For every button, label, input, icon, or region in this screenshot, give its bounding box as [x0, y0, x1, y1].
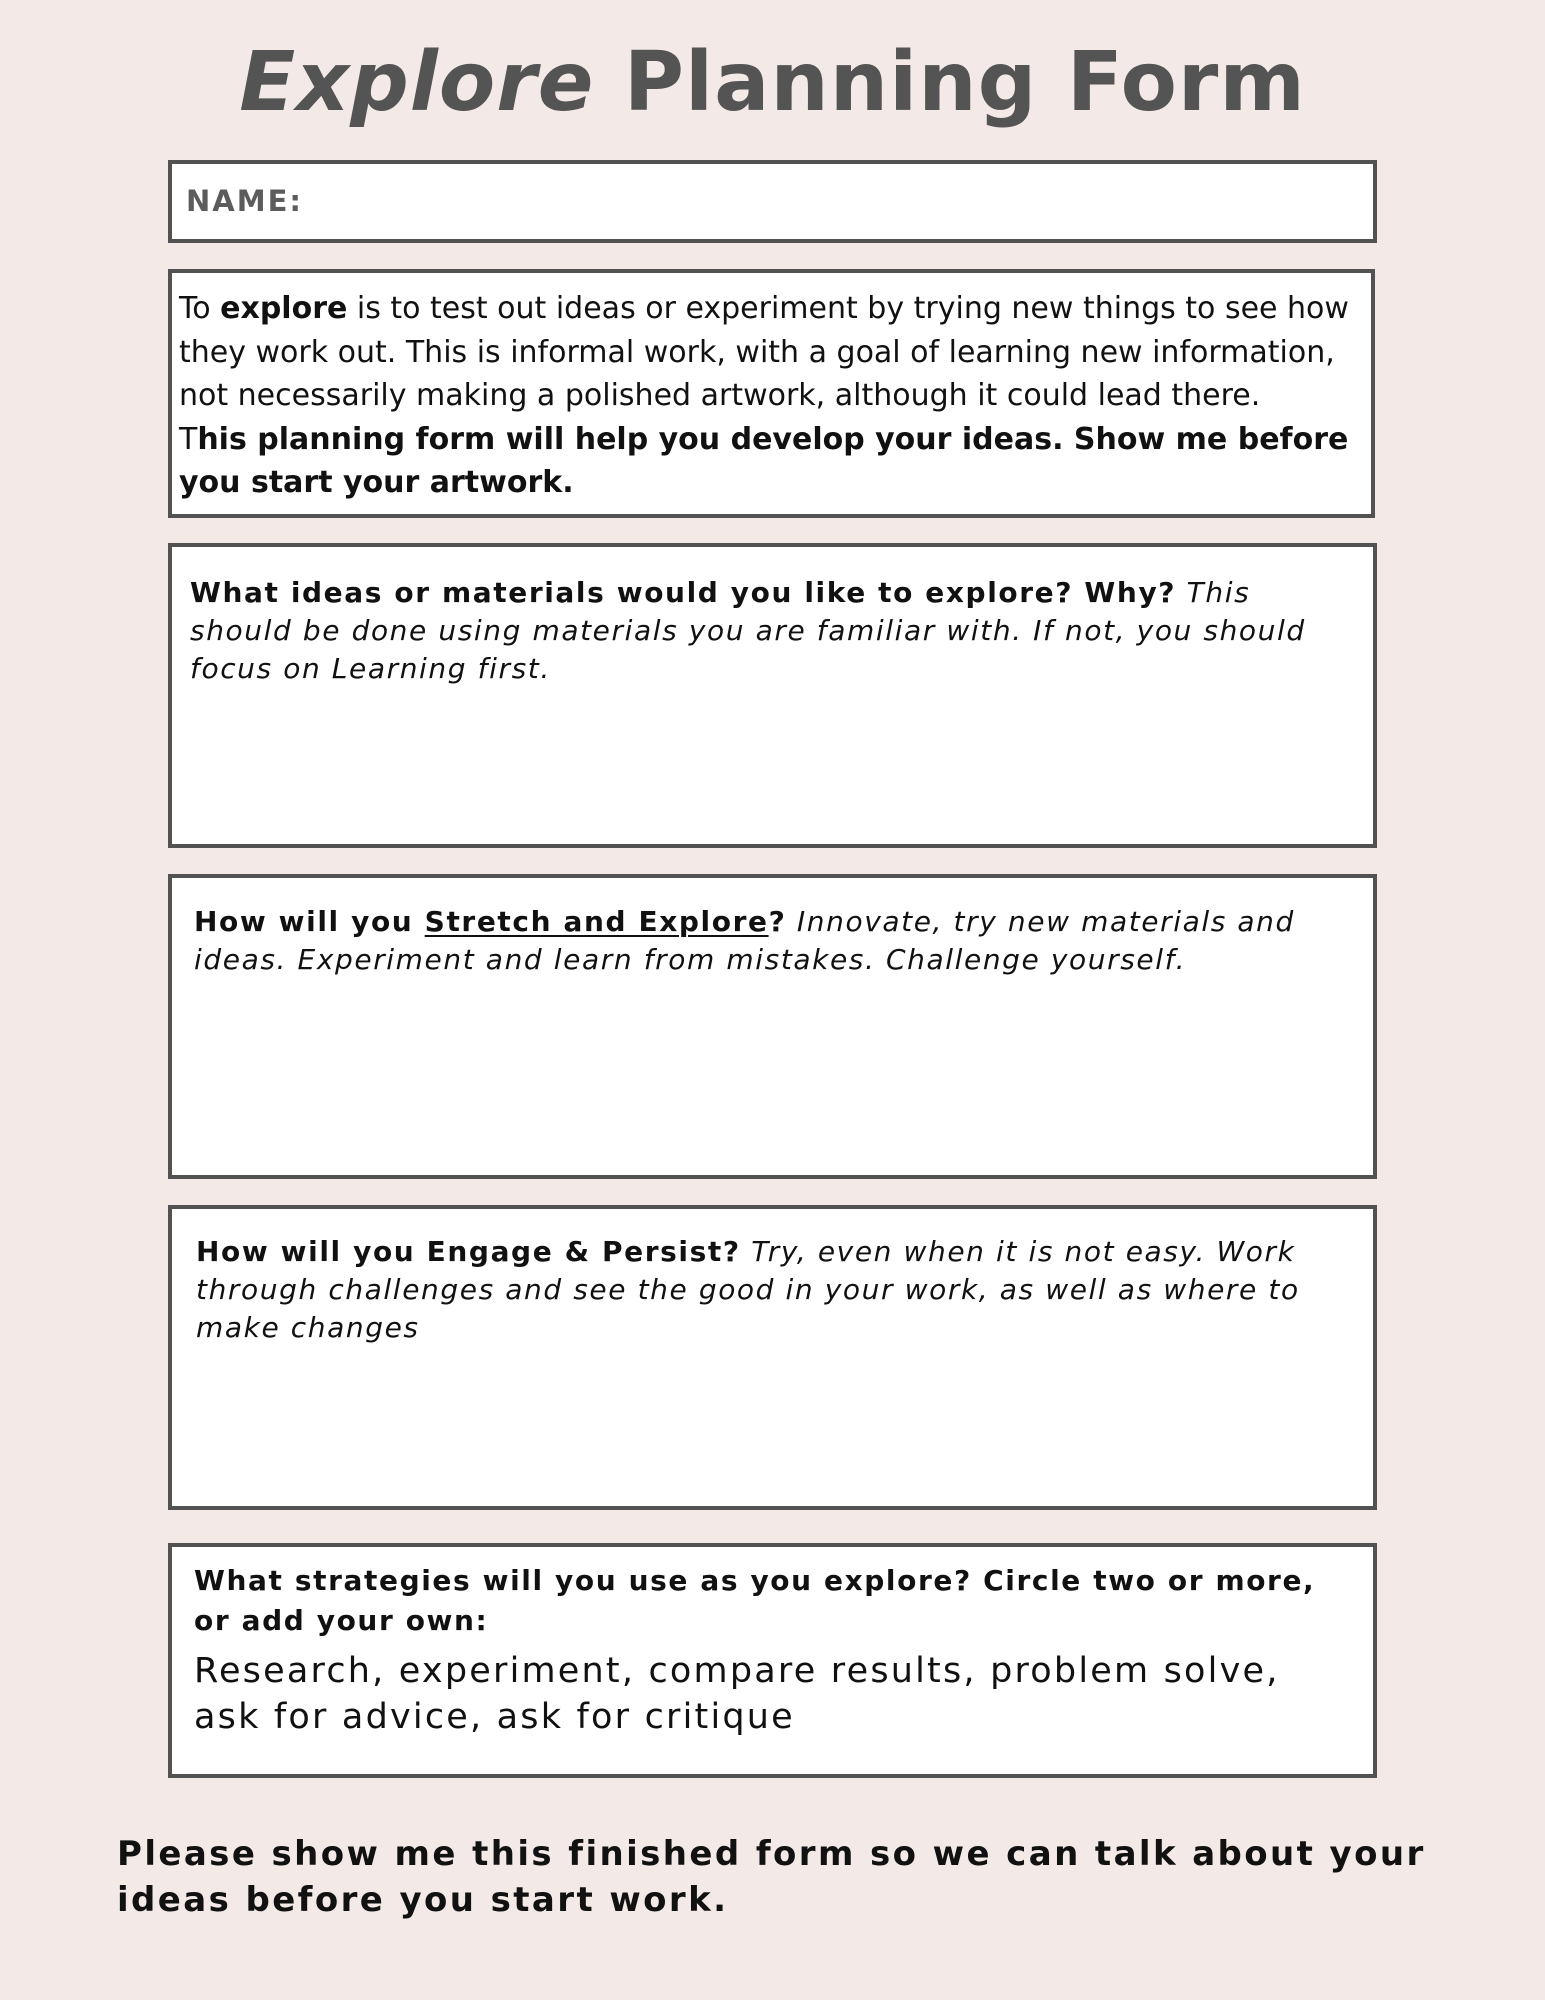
question-stretch-underlined: Stretch and Explore: [424, 905, 769, 938]
intro-instruction-first: T: [179, 421, 198, 457]
strategies-prompt: What strategies will you use as you explore? Circle two or more, or add your own:: [194, 1564, 1316, 1637]
question-ideas-box[interactable]: [168, 543, 1377, 848]
question-stretch-prompt: How will you: [194, 905, 425, 938]
page-title: [0, 28, 1545, 138]
question-stretch: [194, 903, 1347, 979]
intro-keyword: explore: [220, 291, 348, 326]
intro-text: [179, 287, 1361, 505]
intro-box: [168, 269, 1375, 518]
question-ideas-hint: This should be done using materials you are familiar with. If not, you should focus on Learning first.: [190, 576, 1306, 685]
title-rest: Planning Form: [594, 35, 1306, 130]
strategies-options: Research, experiment, compare results, problem solve, ask for advice, ask for critique: [194, 1651, 1280, 1737]
question-stretch-box[interactable]: [168, 874, 1377, 1179]
intro-instruction: his planning form will help you develop your ideas. Show me before you start your artwork.: [179, 421, 1349, 500]
footer-note: Please show me this finished form so we can talk about your ideas before you start work.: [117, 1834, 1426, 1920]
name-field[interactable]: [168, 160, 1377, 243]
intro-prefix: To: [179, 291, 221, 326]
title-italic: Explore: [239, 35, 595, 130]
question-engage-prompt: How will you Engage & Persist?: [196, 1235, 741, 1268]
question-stretch-hint: Innovate, try new materials and ideas. Experiment and learn from mistakes. Challenge yourself.: [194, 905, 1295, 976]
name-label: NAME:: [186, 184, 303, 218]
question-engage: [196, 1233, 1347, 1347]
question-ideas: [190, 574, 1347, 688]
question-engage-hint: Try, even when it is not easy. Work through challenges and see the good in your work, as well as where to make changes: [196, 1235, 1300, 1344]
question-stretch-mark: ?: [768, 905, 787, 938]
intro-body: is to test out ideas or experiment by trying new things to see how they work out. This is informal work, with a goal of learning new information, not necessarily making a polished artwork, although it could lead there.: [179, 291, 1349, 413]
question-engage-box[interactable]: [168, 1205, 1377, 1510]
strategies-box[interactable]: [168, 1543, 1377, 1778]
question-ideas-prompt: What ideas or materials would you like to explore? Why?: [190, 576, 1177, 609]
